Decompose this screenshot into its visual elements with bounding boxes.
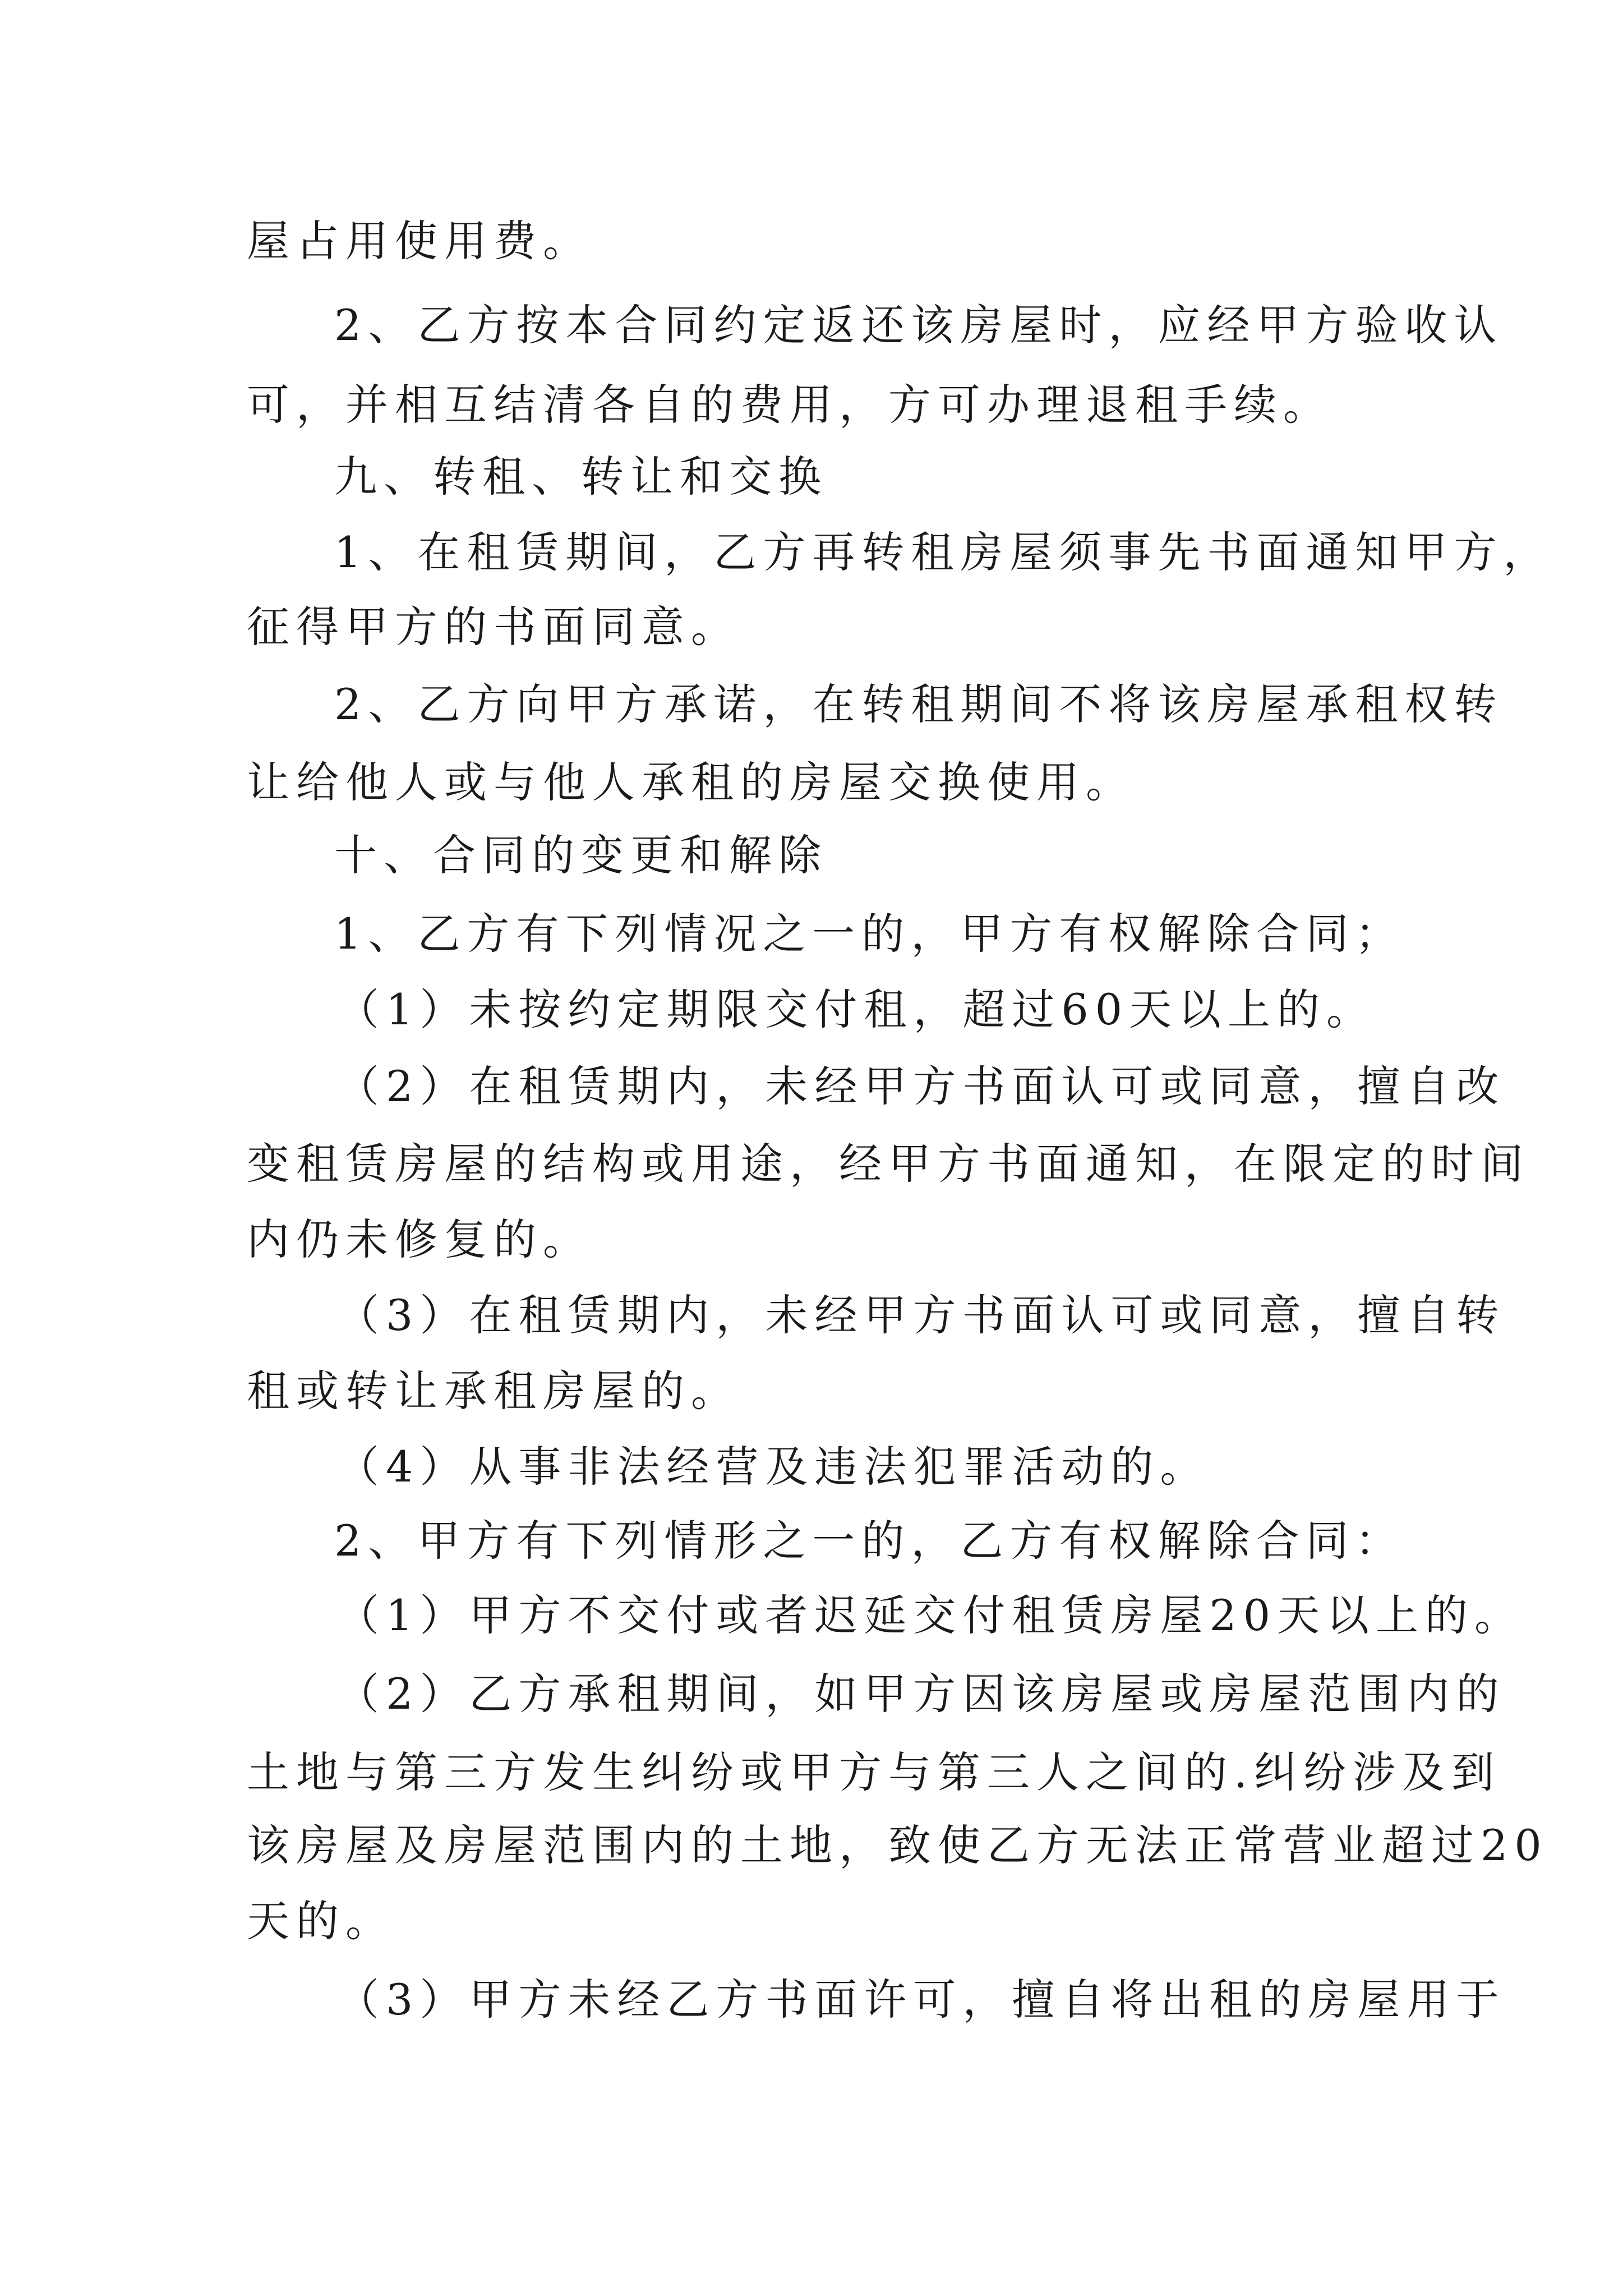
text-line-22: 该房屋及房屋范围内的土地，致使乙方无法正常营业超过20: [247, 1820, 1548, 1870]
section-heading-10: 十、合同的变更和解除: [334, 830, 828, 880]
text-line-20: （2）乙方承租期间，如甲方因该房屋或房屋范围内的: [336, 1669, 1506, 1719]
text-line-1: 屋占用使用费。: [247, 216, 592, 266]
text-line-2: 2、乙方按本合同约定返还该房屋时，应经甲方验收认: [334, 300, 1504, 350]
text-line-14: 内仍未修复的。: [247, 1214, 592, 1264]
text-line-17: （4）从事非法经营及违法犯罪活动的。: [336, 1442, 1210, 1492]
text-line-19: （1）甲方不交付或者迟延交付租赁房屋20天以上的。: [336, 1590, 1524, 1640]
text-line-5: 1、在租赁期间，乙方再转租房屋须事先书面通知甲方，: [334, 527, 1553, 577]
text-line-6: 征得甲方的书面同意。: [247, 602, 740, 652]
text-line-12: （2）在租赁期内，未经甲方书面认可或同意，擅自改: [336, 1061, 1506, 1111]
text-line-18: 2、甲方有下列情形之一的，乙方有权解除合同：: [334, 1516, 1405, 1566]
text-line-21: 土地与第三方发生纠纷或甲方与第三人之间的.纠纷涉及到: [247, 1747, 1501, 1797]
text-line-7: 2、乙方向甲方承诺，在转租期间不将该房屋承租权转: [334, 679, 1504, 729]
text-line-3: 可，并相互结清各自的费用，方可办理退租手续。: [247, 380, 1332, 430]
text-line-13: 变租赁房屋的结构或用途，经甲方书面通知，在限定的时间: [247, 1139, 1530, 1189]
text-line-15: （3）在租赁期内，未经甲方书面认可或同意，擅自转: [336, 1290, 1506, 1340]
text-line-23: 天的。: [247, 1896, 395, 1946]
text-line-24: （3）甲方未经乙方书面许可，擅自将出租的房屋用于: [336, 1975, 1506, 2024]
text-line-11: （1）未按约定期限交付租，超过60天以上的。: [336, 984, 1376, 1034]
text-line-8: 让给他人或与他人承租的房屋交换使用。: [247, 757, 1135, 807]
section-heading-9: 九、转租、转让和交换: [334, 452, 828, 501]
text-line-16: 租或转让承租房屋的。: [247, 1366, 740, 1416]
text-line-10: 1、乙方有下列情况之一的，甲方有权解除合同；: [334, 909, 1405, 959]
